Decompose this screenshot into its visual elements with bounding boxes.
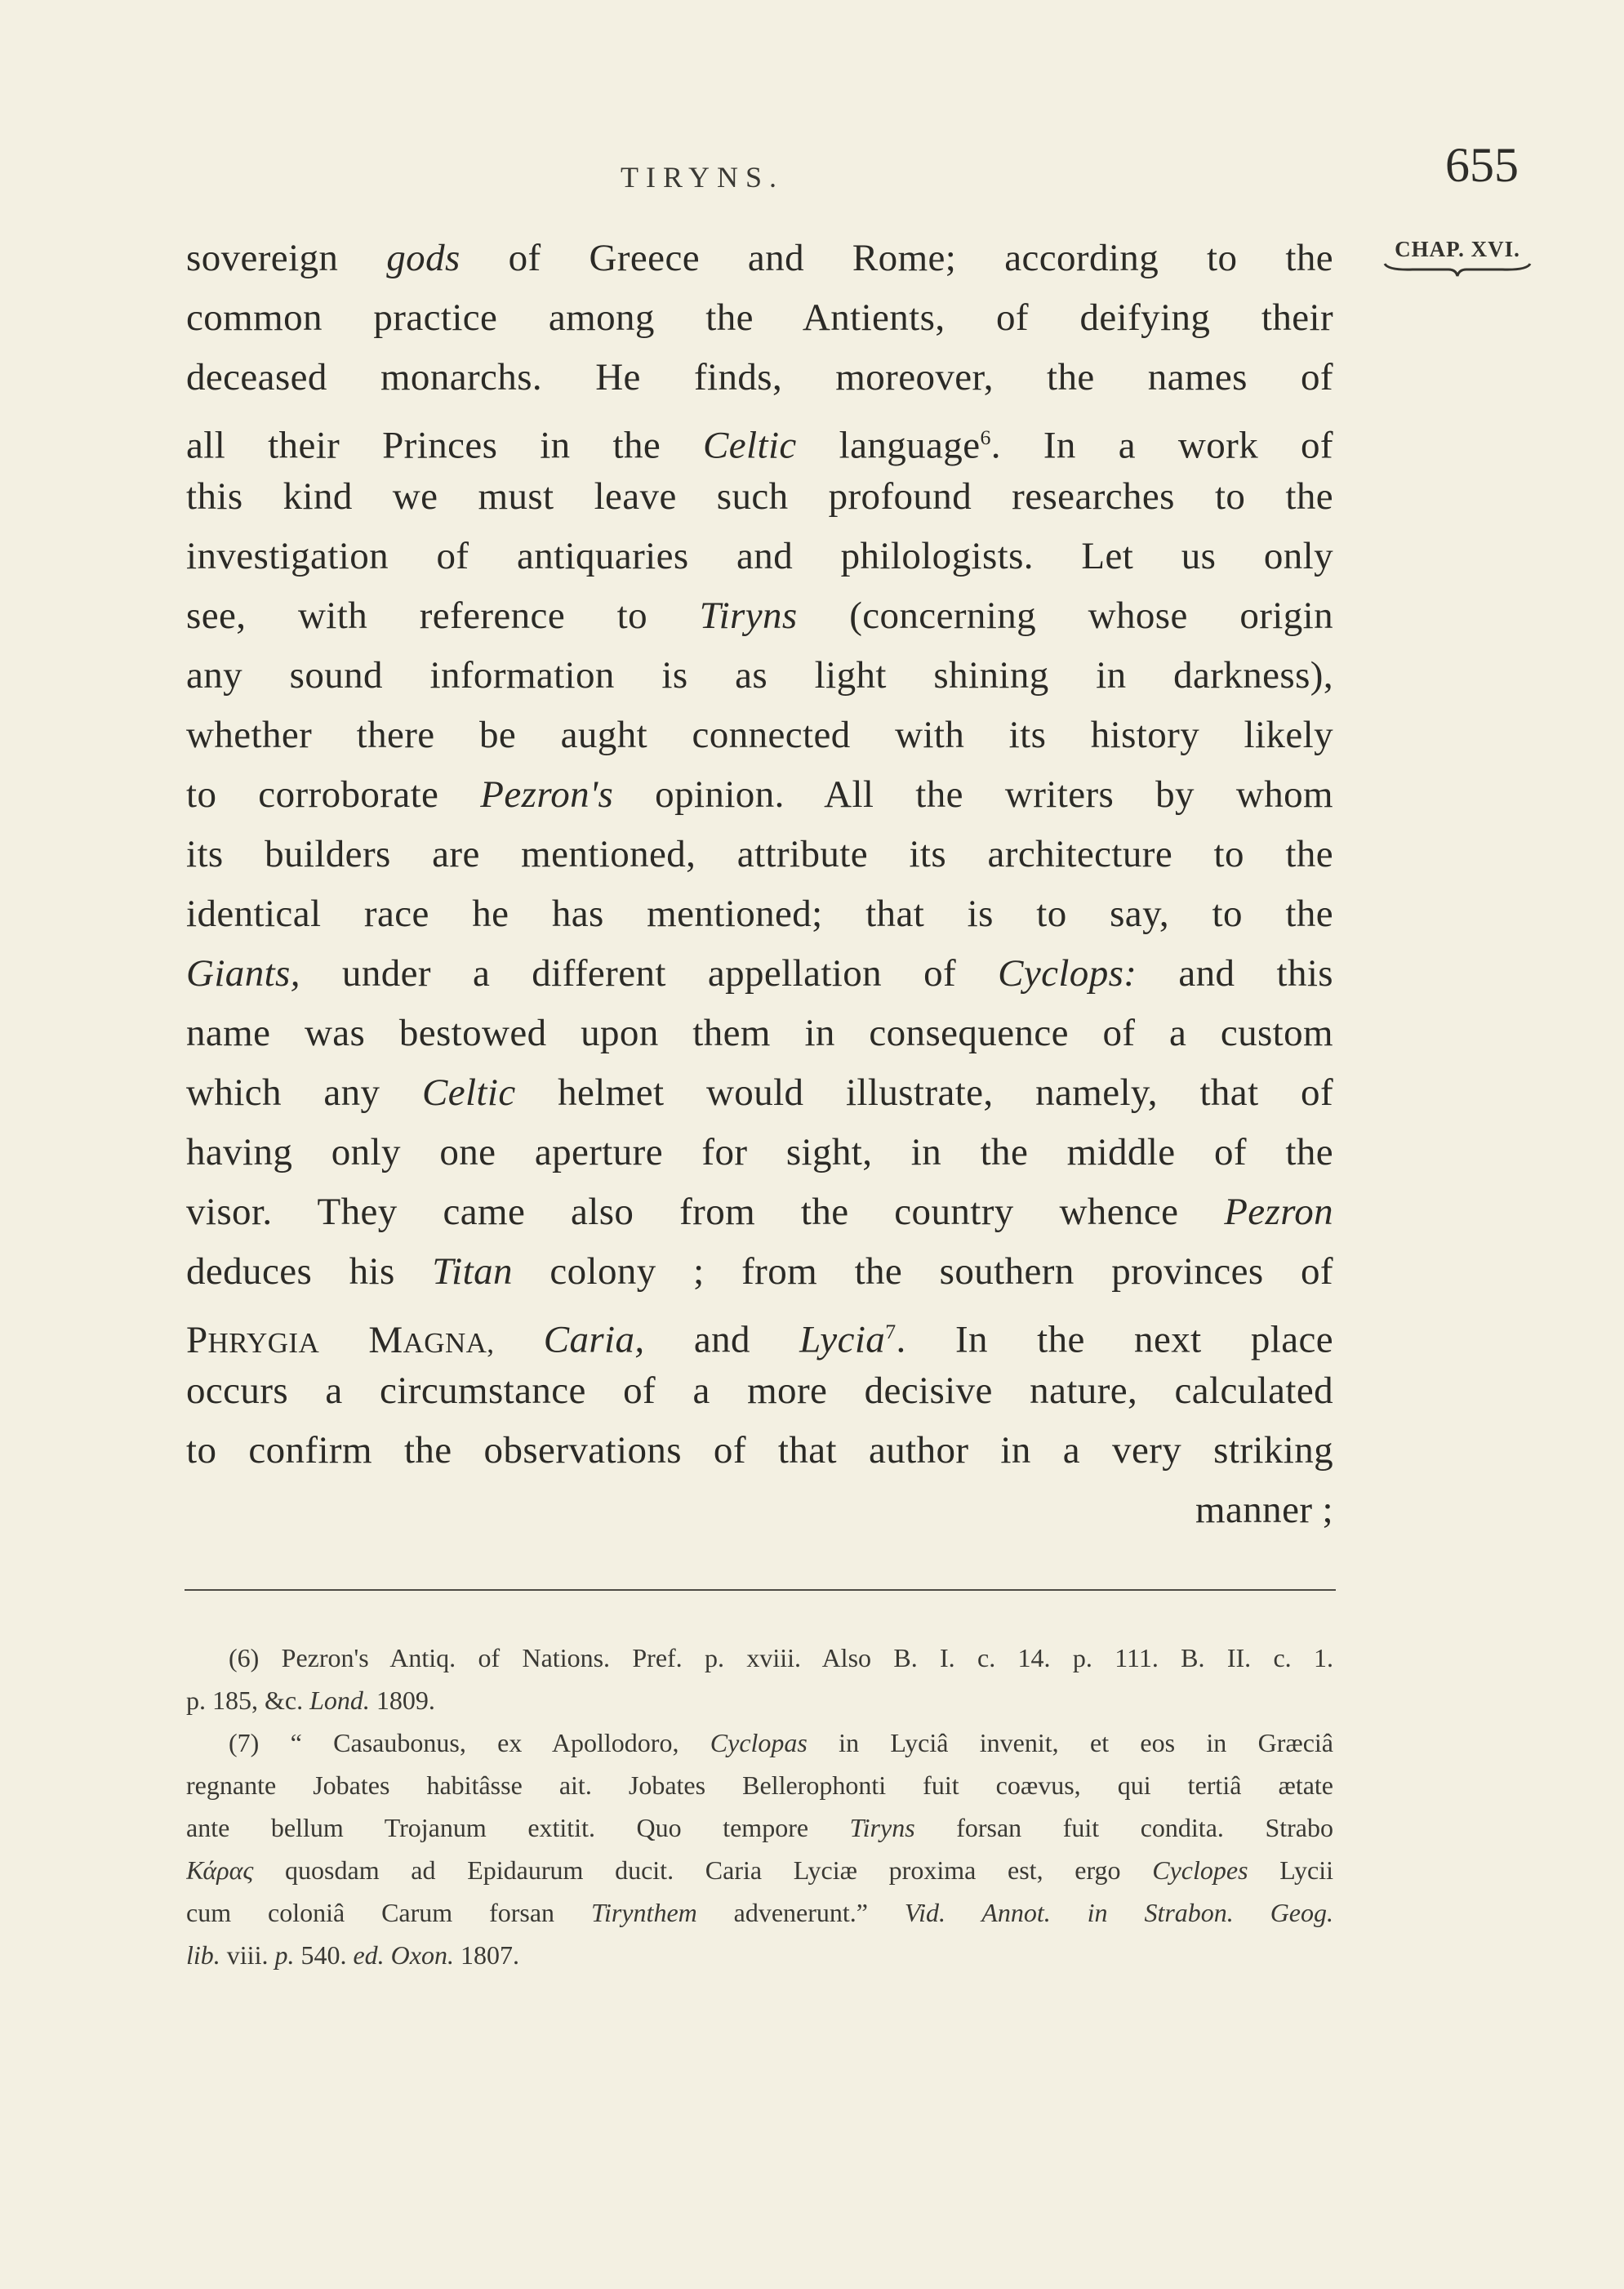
footnote-line xyxy=(186,1637,1333,1679)
text-run: sovereign xyxy=(186,237,387,279)
footnote-line xyxy=(186,1891,1333,1934)
text-run: 1807. xyxy=(453,1940,519,1970)
text-run: forsan fuit condita. Strabo xyxy=(914,1813,1333,1842)
text-run: viii. xyxy=(220,1940,275,1970)
footnote-rule xyxy=(185,1589,1336,1591)
text-run: advenerunt.” xyxy=(696,1898,905,1927)
body-line xyxy=(186,586,1333,646)
text-run: (7) “ Casaubonus, ex Apollodoro, xyxy=(229,1728,710,1757)
body-line xyxy=(186,1421,1333,1481)
italic-text: Lond. xyxy=(309,1686,370,1715)
text-run: all their Princes in the xyxy=(186,424,704,467)
text-run: language xyxy=(796,424,981,467)
brace-ornament-icon xyxy=(1380,261,1535,278)
running-title: TIRYNS. xyxy=(621,161,785,194)
body-line xyxy=(186,1242,1333,1302)
text-run xyxy=(494,1319,543,1361)
footnotes xyxy=(186,1637,1333,1976)
text-run: helmet would illustrate, namely, that of xyxy=(515,1071,1333,1114)
text-run: in Lyciâ invenit, et eos in Græciâ xyxy=(807,1728,1333,1757)
text-run: to corroborate xyxy=(186,773,481,816)
text-run: which any xyxy=(186,1071,422,1114)
text-run: manner ; xyxy=(1195,1489,1333,1531)
footnote-line xyxy=(186,1849,1333,1891)
body-line xyxy=(186,1004,1333,1063)
text-run: identical race he has mentioned; that is to say, to the xyxy=(186,893,1333,935)
body-line xyxy=(186,348,1333,407)
text-run: p. 185, &c. xyxy=(186,1686,310,1715)
italic-text: Lycia xyxy=(799,1318,886,1361)
text-run: Lycii xyxy=(1248,1855,1333,1885)
body-line xyxy=(186,1361,1333,1421)
body-line xyxy=(186,944,1333,1004)
body-text xyxy=(186,229,1333,1540)
text-run: to confirm the observations of that author in a very striking xyxy=(186,1429,1333,1472)
body-line xyxy=(186,467,1333,527)
italic-text: Tirynthem xyxy=(590,1898,697,1927)
footnote-line xyxy=(186,1806,1333,1849)
italic-text: ed. Oxon. xyxy=(353,1940,454,1970)
text-run: quosdam ad Epidaurum ducit. Caria Lyciæ proxima est, ergo xyxy=(253,1855,1153,1885)
text-run: 1809. xyxy=(369,1686,435,1715)
text-run: occurs a circumstance of a more decisive nature, calculated xyxy=(186,1369,1333,1412)
body-line xyxy=(186,1123,1333,1182)
text-run: its builders are mentioned, attribute its architecture to the xyxy=(186,833,1333,875)
text-run: name was bestowed upon them in consequence of a custom xyxy=(186,1012,1333,1054)
text-run: cum coloniâ Carum forsan xyxy=(186,1898,591,1927)
body-line xyxy=(186,765,1333,825)
text-run: (6) Pezron's Antiq. of Nations. Pref. p. xviii. Also B. I. c. 14. p. 111. B. II. c. 1. xyxy=(229,1643,1333,1672)
body-line xyxy=(186,1481,1333,1540)
body-line xyxy=(186,407,1333,467)
text-run: ante bellum Trojanum extitit. Quo tempore xyxy=(186,1813,850,1842)
chapter-label: CHAP. XVI. xyxy=(1395,237,1520,261)
body-line xyxy=(186,288,1333,348)
text-run: deduces his xyxy=(186,1250,433,1293)
italic-text: Cyclopes xyxy=(1152,1855,1248,1885)
text-run: and xyxy=(644,1318,800,1361)
italic-text: Caria, xyxy=(543,1318,645,1361)
italic-text: Cyclopas xyxy=(710,1728,808,1757)
text-run: see, with reference to xyxy=(186,595,700,637)
italic-text: Titan xyxy=(432,1250,513,1293)
page-number: 655 xyxy=(1445,138,1519,192)
footnote-line xyxy=(186,1721,1333,1764)
footnote-ref: 6 xyxy=(980,425,991,449)
italic-text: gods xyxy=(386,237,461,279)
text-run: whether there be aught connected with its history likely xyxy=(186,714,1333,756)
body-line xyxy=(186,1063,1333,1123)
italic-text: Tiryns xyxy=(699,595,798,637)
footnote-line xyxy=(186,1934,1333,1976)
text-run: visor. They came also from the country whence xyxy=(186,1191,1225,1233)
chapter-marginal-note xyxy=(1380,237,1535,278)
text-run: (concerning whose origin xyxy=(797,595,1333,637)
text-run: having only one aperture for sight, in the middle of the xyxy=(186,1131,1333,1173)
text-run: common practice among the Antients, of deifying their xyxy=(186,296,1333,339)
italic-text: Cyclops: xyxy=(998,952,1137,995)
body-line xyxy=(186,527,1333,586)
italic-text: Κάρας xyxy=(186,1855,254,1885)
footnote-ref: 7 xyxy=(885,1320,897,1343)
body-line xyxy=(186,646,1333,706)
text-run: deceased monarchs. He finds, moreover, the names of xyxy=(186,356,1333,399)
body-line xyxy=(186,706,1333,765)
italic-text: Pezron's xyxy=(480,773,614,816)
text-run: colony ; from the southern provinces of xyxy=(512,1250,1333,1293)
text-run: 540. xyxy=(294,1940,354,1970)
footnote-line xyxy=(186,1679,1333,1721)
italic-text: Celtic xyxy=(421,1071,516,1114)
text-run: . In the next place xyxy=(896,1318,1333,1361)
body-line xyxy=(186,1182,1333,1242)
text-run: . In a work of xyxy=(990,424,1333,467)
footnote-line xyxy=(186,1764,1333,1806)
body-line xyxy=(186,884,1333,944)
italic-text: lib. xyxy=(186,1940,220,1970)
text-run: this kind we must leave such profound researches to the xyxy=(186,475,1333,518)
body-line xyxy=(186,825,1333,884)
text-run: any sound information is as light shining in darkness), xyxy=(186,654,1333,697)
text-run: and this xyxy=(1137,952,1333,995)
text-run: of Greece and Rome; according to the xyxy=(460,237,1333,279)
text-run: regnante Jobates habitâsse ait. Jobates Bellerophonti fuit coævus, qui tertiâ ætate xyxy=(186,1770,1333,1800)
italic-text: Vid. Annot. in Strabon. Geog. xyxy=(904,1898,1333,1927)
italic-text: Tiryns xyxy=(849,1813,915,1842)
italic-text: Celtic xyxy=(703,424,797,467)
italic-text: p. xyxy=(274,1940,295,1970)
text-run: investigation of antiquaries and philologists. Let us only xyxy=(186,535,1333,577)
italic-text: Giants, xyxy=(186,952,300,995)
body-line xyxy=(186,1302,1333,1361)
body-line xyxy=(186,229,1333,288)
text-run: PHRYGIA MAGNA, xyxy=(186,1318,495,1361)
text-run: under a different appellation of xyxy=(300,952,999,995)
text-run: opinion. All the writers by whom xyxy=(613,773,1333,816)
italic-text: Pezron xyxy=(1224,1191,1333,1233)
